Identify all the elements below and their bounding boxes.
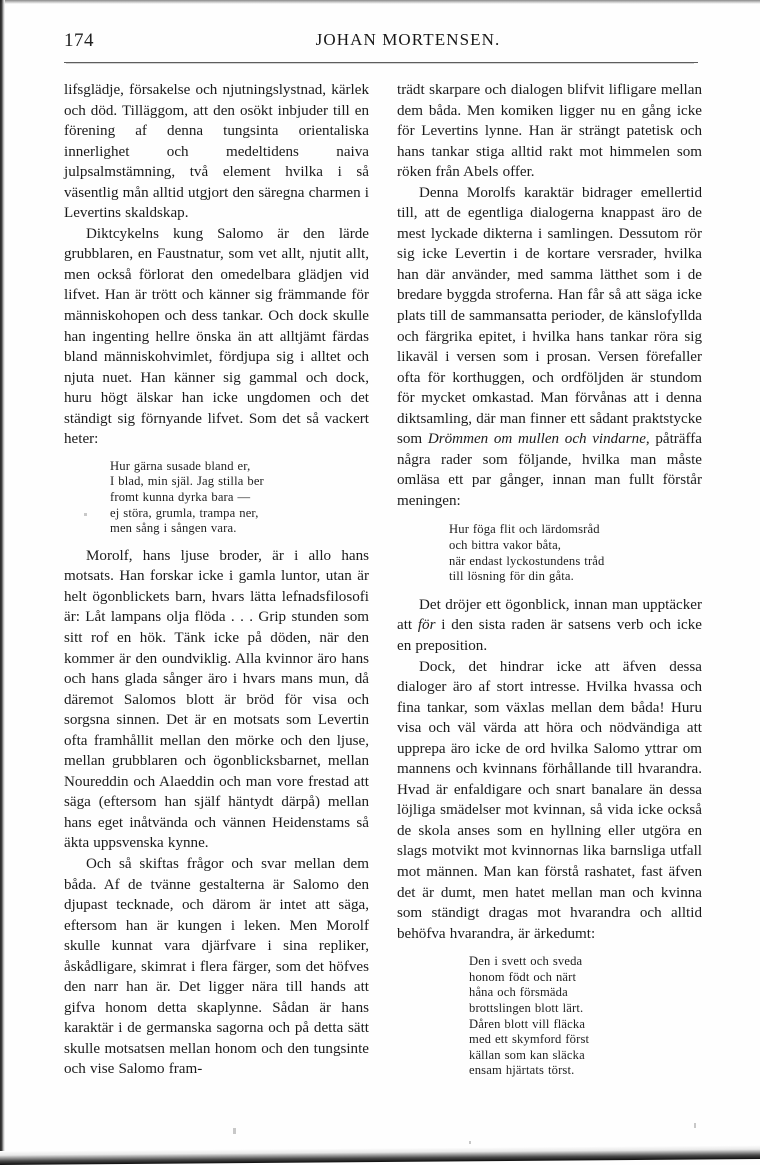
paragraph bbox=[397, 595, 702, 657]
verse-line: när endast lyckostundens tråd bbox=[449, 553, 605, 568]
scan-speck bbox=[233, 1128, 236, 1134]
page-header bbox=[64, 30, 700, 60]
verse-line: men sång i sången vara. bbox=[110, 521, 237, 536]
verse-block-2 bbox=[397, 522, 702, 584]
scan-speck bbox=[694, 1123, 696, 1128]
scan-edge-left bbox=[0, 0, 5, 1165]
paragraph bbox=[397, 183, 702, 512]
verse-line: honom födt och närt bbox=[469, 969, 577, 984]
verse-line: brottslingen blott lärt. bbox=[469, 1000, 584, 1015]
verse-line: Hur föga flit och lärdomsråd bbox=[449, 522, 600, 537]
paragraph: Diktcykelns kung Salomo är den lärde grubblaren, en Faustnatur, som vet allt, njutit allt, men också förlorat den omedelbara glädjen vid lifvet. Han är trött och känner sig främmande för människohopen och dess tankar. Och dock skulle han ingenting hellre önska än att alltjämt färdas bland människohvimlet, fördjupa sig i alltet och njuta nuet. Han känner sig gammal och dock, huru högt älskar han icke ungdomen och det ständigt sig förnyande lifvet. Som det så vackert heter: bbox=[64, 225, 369, 448]
paragraph: Och så skiftas frågor och svar mellan dem båda. Af de tvänne gestalterna är Salomo den djupast tecknade, och därom är intet att säga, eftersom han är kungen i leken. Men Morolf skulle kunnat vara djärfvare i sina repliker, åskådligare, skimrat i flera färger, som det höfves den narr han är. Det ligger nära till hands att gifva honom detta skaplynne. Sådan är hans karaktär i de germanska sagorna och på detta sätt skulle motsatsen mellan honom och den tungsinte och vise Salomo fram- bbox=[64, 856, 369, 1078]
running-head: JOHAN MORTENSEN. bbox=[315, 30, 501, 49]
paragraph-text: Det dröjer ett ögonblick, innan man upptäcker att bbox=[397, 596, 702, 634]
verse-line: till lösning för din gåta. bbox=[449, 569, 574, 584]
verse-line: Dåren blott vill fläcka bbox=[469, 1016, 586, 1031]
work-title-italic: Drömmen om mullen och vindarne bbox=[427, 431, 646, 448]
header-rule bbox=[64, 62, 698, 63]
verse-line: med ett skymford först bbox=[469, 1032, 590, 1047]
paragraph-text: , påträffa några rader som följande, hvilka man måste omläsa ett par gånger, innan man fullt förstår meningen: bbox=[397, 431, 702, 509]
text-columns bbox=[64, 80, 702, 1080]
folio-number: 174 bbox=[64, 30, 94, 51]
verse-block-3 bbox=[397, 954, 702, 1079]
paragraph: Morolf, hans ljuse broder, är i allo hans motsats. Han forskar icke i gamla luntor, utan är helt ögonblickets barn, hvars lätta lefnadsfilosofi är: Låt lampans olja flöda . . . Grip stunden som sitt rof en hök. Tänk icke på döden, när den kommer är den oundviklig. Alla kvinnor äro hans och hans glada sånger äro i hvars mans mun, då däremot Salomos blott är bröd för visa och sorgsna sinnen. Det är en motsats som Levertin ofta framhållit mellan den mörke och den ljuse, mellan grubblaren och ögonblicksbarnet, mellan Noureddin och Alaeddin och man vore frestad att säga (eftersom han själf häntydt därpå) mellan hans eget inåtvända och vännen Heidenstams så äkta uppsvenska kynne. bbox=[64, 547, 369, 852]
emphasis-italic: för bbox=[417, 617, 436, 634]
scan-edge-top bbox=[0, 0, 760, 4]
verse-line: Den i svett och sveda bbox=[469, 954, 583, 969]
verse-line: ej störa, grumla, trampa ner, bbox=[110, 505, 259, 520]
right-column bbox=[397, 80, 702, 1080]
verse-line: källan som kan släcka bbox=[469, 1047, 585, 1062]
verse-line: och bittra vakor båta, bbox=[449, 538, 562, 553]
verse-line: ensam hjärtats törst. bbox=[469, 1063, 575, 1078]
verse-line: Hur gärna susade bland er, bbox=[110, 458, 251, 473]
verse-block-1 bbox=[64, 459, 369, 537]
paragraph: lifsglädje, försakelse och njutningslystnad, kärlek och död. Tilläggom, att den osökt inbjuder till en förening af denna tungsinta orientaliska innerlighet och medeltidens naiva julpsalmstämning, två element hvilka i så väsentlig mån alltid utgjort den säregna charmen i Levertins skaldskap. bbox=[64, 82, 369, 222]
left-column bbox=[64, 80, 369, 1080]
verse-line: håna och försmäda bbox=[469, 985, 568, 1000]
paragraph-text: i den sista raden är satsens verb och icke en preposition. bbox=[397, 617, 702, 654]
verse-line: fromt kunna dyrka bara — bbox=[110, 490, 251, 505]
scan-edge-bottom bbox=[0, 1145, 760, 1165]
paragraph-text: Denna Morolfs karaktär bidrager emellertid till, att de egentliga dialogerna knappast äro de mest lyckade dikterna i samlingen. Dessutom rör sig icke Levertin i de kortare versrader, hvilka han där använder, med samma lätthet som i de bredare byggda stroferna. Han får så att säga icke plats till de sammansatta perioder, de känslofyllda och färgrika epitet, i hvilka hans tankar röra sig likaväl i versen som i prosan. Versen förefaller ofta för korthuggen, och ordföljden är stundom för mycket omkastad. Man förvånas att i denna diktsamling, där man finner ett sådant praktstycke som bbox=[397, 184, 702, 448]
paragraph: Dock, det hindrar icke att äfven dessa dialoger äro af stort intresse. Hvilka hvassa och fina tankar, som växlas mellan dem båda! Huru visa och väl värda att höra och nödvändiga att upprepa äro icke de ord hvilka Salomo yttrar om mannens och kvinnans förhållande till hvarandra. Hvad är enfaldigare och snart banalare än dessa löjliga smädelser mot kvinnan, så vida icke också de skola anses som en hyllning eller utgöra en slags motvikt mot kvinnornas lika barnsliga utfall mot männen. Man kan förstå rashatet, fast äfven det är dumt, men hatet mellan man och kvinna som ständigt dragas mot hvarandra och alltid behöfva hvarandra, är ärkedumt: bbox=[397, 658, 702, 942]
scan-speck bbox=[469, 1141, 471, 1144]
verse-line: I blad, min själ. Jag stilla ber bbox=[110, 474, 264, 489]
paragraph: trädt skarpare och dialogen blifvit lifligare mellan dem båda. Men komiken ligger nu en gång icke för Levertins lynne. Han är strängt patetisk och hans tankar stiga alltid rakt mot himmelen som röken från Abels offer. bbox=[397, 82, 702, 181]
